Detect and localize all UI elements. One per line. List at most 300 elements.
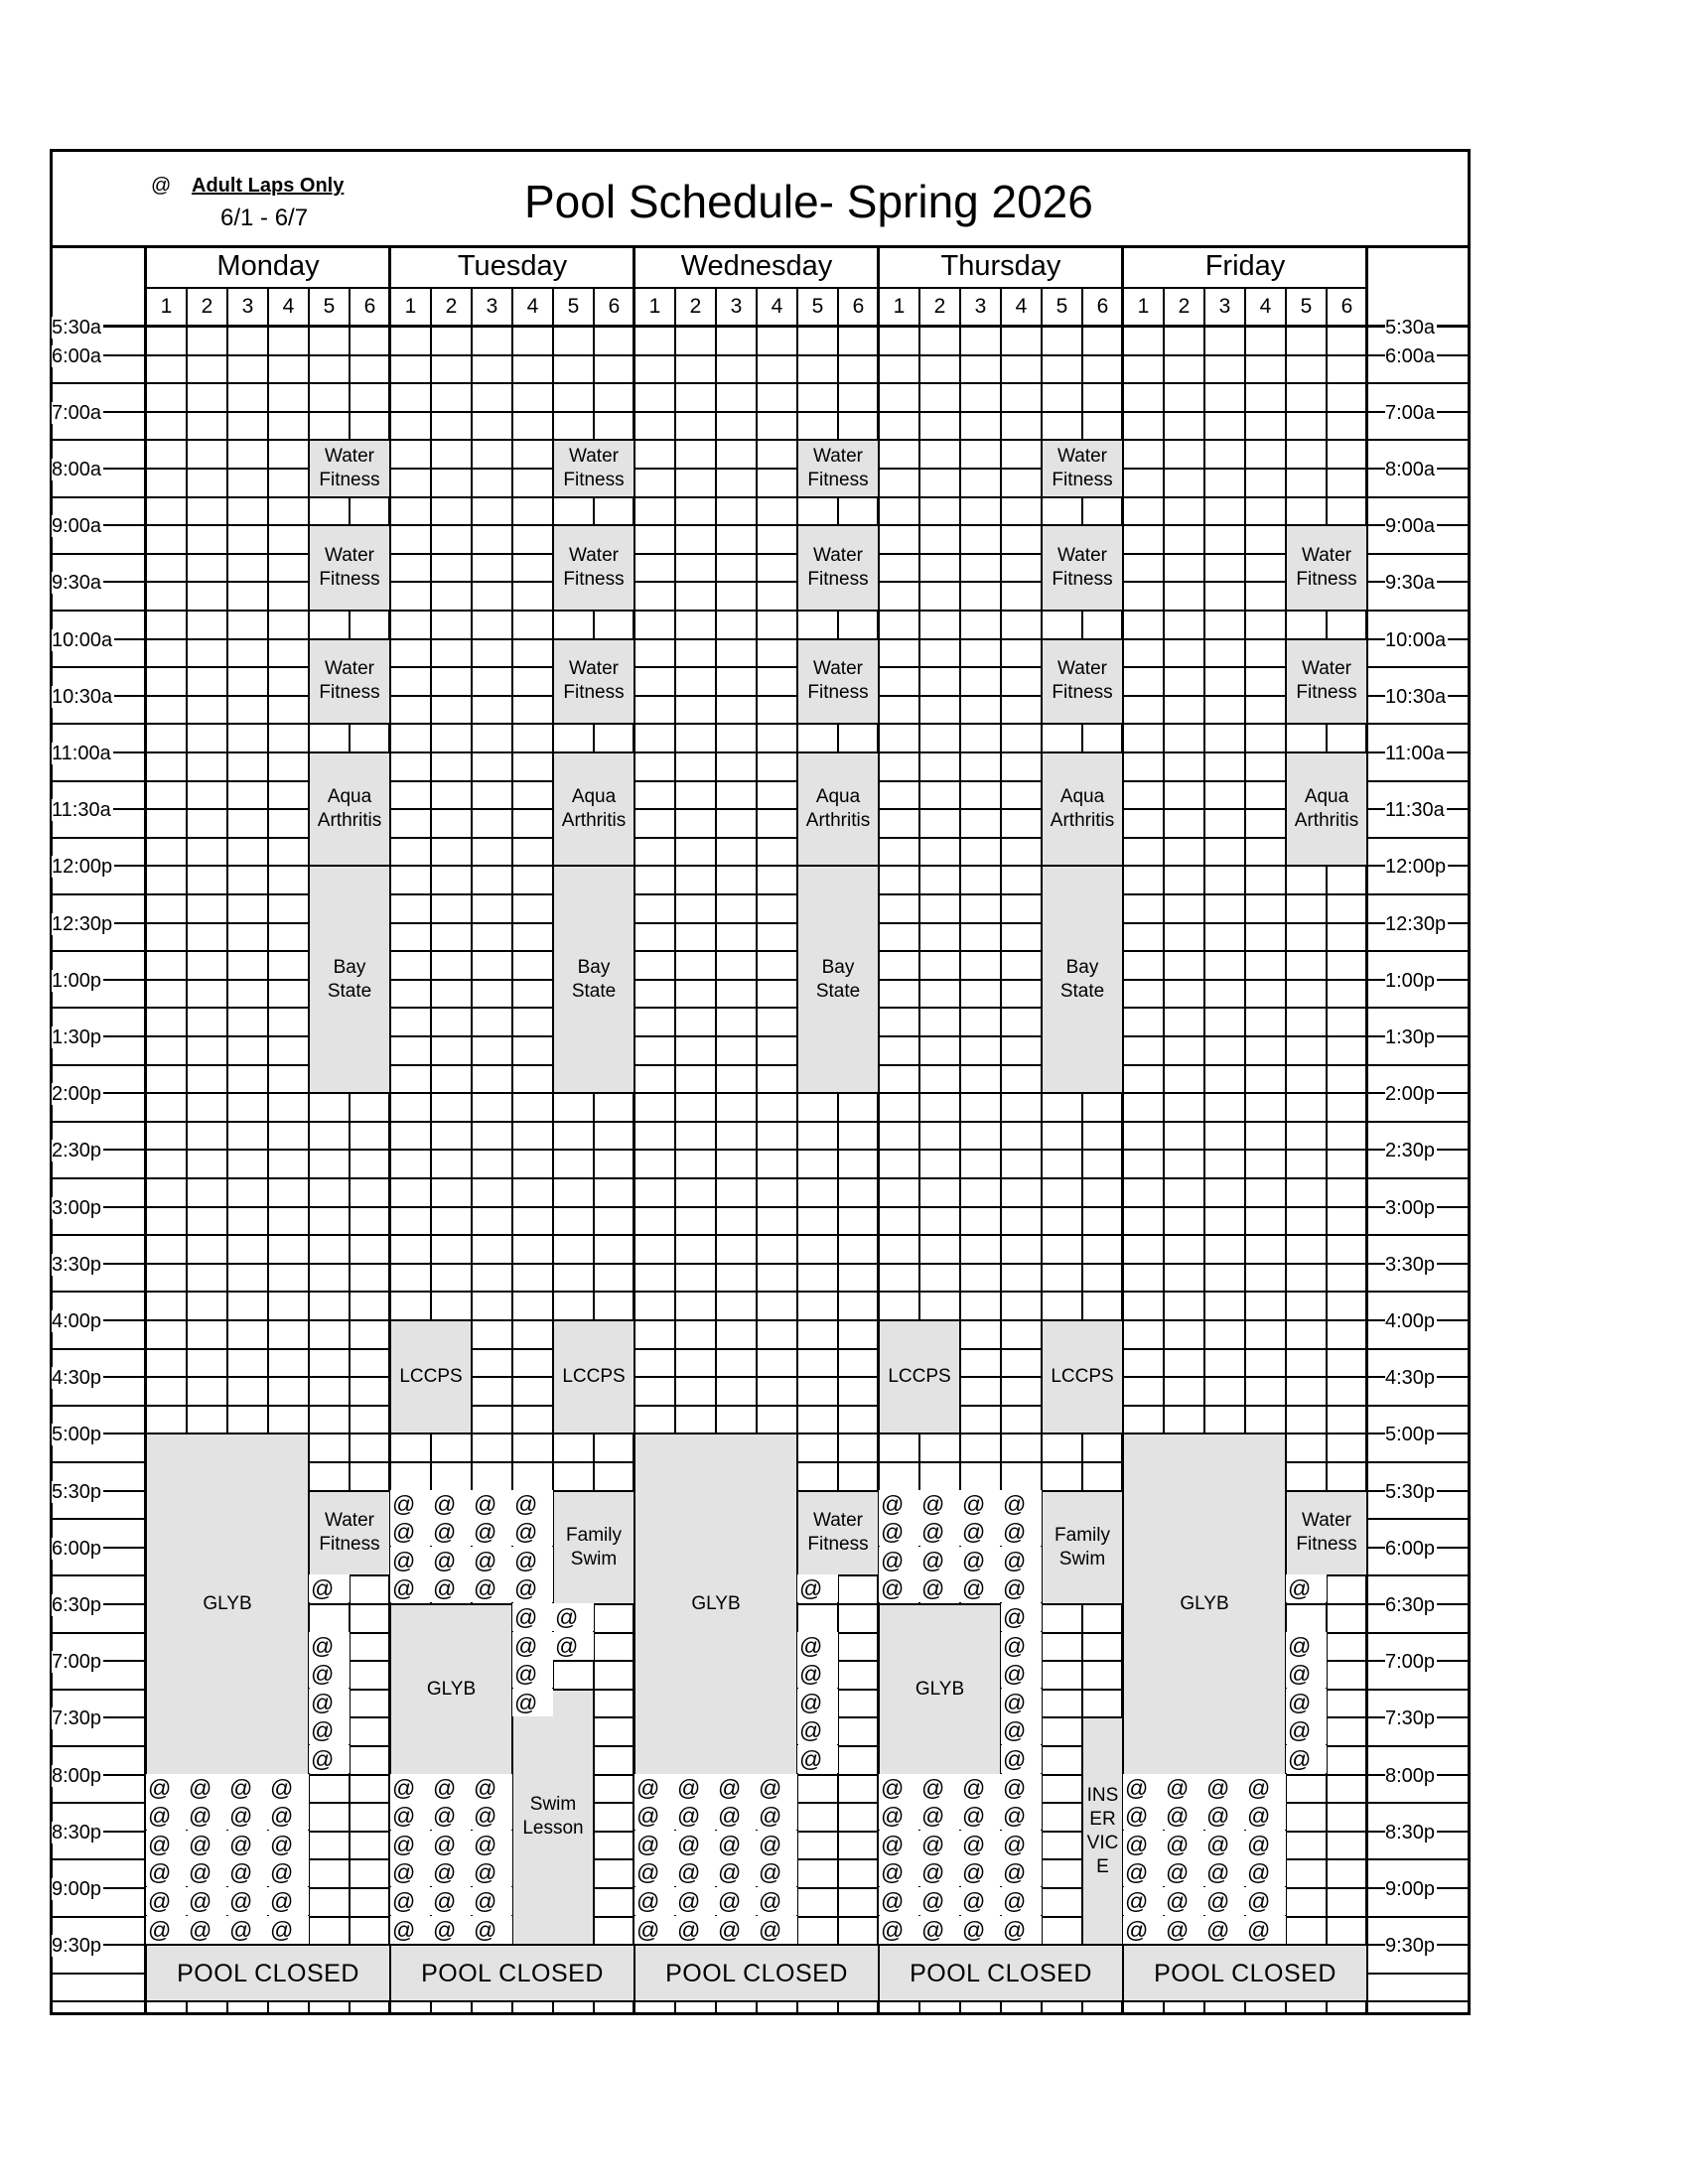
adult-laps-marker: @ [1245,1858,1286,1886]
time-label-left: 6:00a [52,344,102,367]
adult-laps-marker: @ [472,1547,512,1574]
grid-line [1365,245,1368,2015]
adult-laps-marker: @ [675,1802,716,1830]
adult-laps-marker: @ [1001,1887,1042,1915]
adult-laps-marker: @ [268,1802,309,1830]
adult-laps-marker: @ [1164,1916,1204,1944]
grid-line [50,837,1471,839]
adult-laps-marker: @ [472,1887,512,1915]
lane-number: 6 [363,295,376,318]
lane-number: 2 [201,295,213,318]
adult-laps-marker: @ [309,1689,350,1716]
grid-line [50,638,1471,640]
activity-block-water-fitness: Water Fitness [310,441,389,495]
grid-line [50,382,1471,384]
activity-block-water-fitness: Water Fitness [798,640,878,724]
grid-line [50,979,1471,981]
time-label-left: 8:00p [52,1764,102,1787]
legend-symbol: @ [151,175,172,197]
adult-laps-marker: @ [512,1574,553,1602]
adult-laps-marker: @ [1204,1887,1245,1915]
lane-number: 3 [486,295,498,318]
adult-laps-marker: @ [1164,1774,1204,1802]
activity-block-bay-state: Bay State [1043,867,1122,1092]
adult-laps-marker: @ [797,1660,838,1688]
adult-laps-marker: @ [472,1916,512,1944]
adult-laps-marker: @ [675,1916,716,1944]
activity-block-water-fitness: Water Fitness [1287,1492,1366,1575]
adult-laps-marker: @ [472,1518,512,1546]
adult-laps-marker: @ [512,1490,553,1518]
adult-laps-marker: @ [1204,1916,1245,1944]
adult-laps-marker: @ [960,1858,1001,1886]
lane-number: 2 [933,295,946,318]
adult-laps-marker: @ [1001,1547,1042,1574]
lane-number: 5 [1055,295,1068,318]
adult-laps-marker: @ [1164,1887,1204,1915]
adult-laps-marker: @ [716,1858,757,1886]
adult-laps-marker: @ [960,1547,1001,1574]
adult-laps-marker: @ [1123,1916,1164,1944]
adult-laps-marker: @ [960,1887,1001,1915]
adult-laps-marker: @ [1001,1774,1042,1802]
adult-laps-marker: @ [1001,1916,1042,1944]
time-label-left: 9:00a [52,515,102,538]
activity-block-lccps: LCCPS [880,1321,959,1433]
adult-laps-marker: @ [919,1518,960,1546]
adult-laps-marker: @ [879,1518,919,1546]
time-label-right: 3:00p [1385,1196,1436,1219]
adult-laps-marker: @ [879,1547,919,1574]
time-label-right: 12:30p [1385,912,1447,935]
time-label-left: 3:00p [52,1196,102,1219]
lane-number: 2 [445,295,458,318]
grid-line [50,780,1471,782]
adult-laps-marker: @ [757,1774,797,1802]
adult-laps-marker: @ [431,1831,472,1858]
adult-laps-marker: @ [1164,1858,1204,1886]
adult-laps-marker: @ [1001,1603,1042,1631]
time-label-left: 12:30p [52,912,113,935]
adult-laps-marker: @ [879,1490,919,1518]
activity-block-water-fitness: Water Fitness [1043,640,1122,724]
adult-laps-marker: @ [390,1574,431,1602]
activity-block-lccps: LCCPS [1043,1321,1122,1433]
adult-laps-marker: @ [716,1831,757,1858]
activity-block-glyb: GLYB [1124,1434,1285,1773]
time-label-right: 6:00p [1385,1537,1436,1560]
adult-laps-marker: @ [146,1802,187,1830]
adult-laps-marker: @ [716,1916,757,1944]
grid-line [50,245,53,2015]
adult-laps-marker: @ [227,1802,268,1830]
adult-laps-marker: @ [512,1547,553,1574]
time-label-left: 6:00p [52,1537,102,1560]
lane-number: 1 [893,295,906,318]
time-label-right: 4:00p [1385,1310,1436,1332]
grid-line [50,865,1471,867]
adult-laps-marker: @ [634,1887,675,1915]
time-label-left: 8:30p [52,1821,102,1843]
adult-laps-marker: @ [879,1774,919,1802]
adult-laps-marker: @ [919,1916,960,1944]
grid-line [50,1064,1471,1066]
adult-laps-marker: @ [309,1716,350,1744]
adult-laps-marker: @ [512,1632,553,1660]
adult-laps-marker: @ [716,1802,757,1830]
adult-laps-marker: @ [1001,1802,1042,1830]
adult-laps-marker: @ [309,1632,350,1660]
adult-laps-marker: @ [1286,1716,1327,1744]
adult-laps-marker: @ [960,1574,1001,1602]
time-label-left: 4:00p [52,1310,102,1332]
time-label-right: 8:00a [1385,459,1436,480]
adult-laps-marker: @ [390,1547,431,1574]
adult-laps-marker: @ [919,1490,960,1518]
adult-laps-marker: @ [1204,1858,1245,1886]
adult-laps-marker: @ [1001,1632,1042,1660]
adult-laps-marker: @ [390,1774,431,1802]
adult-laps-marker: @ [268,1831,309,1858]
adult-laps-marker: @ [431,1774,472,1802]
adult-laps-marker: @ [797,1716,838,1744]
activity-block-water-fitness: Water Fitness [1043,526,1122,610]
adult-laps-marker: @ [919,1774,960,1802]
grid-line [50,1177,1471,1179]
time-label-left: 7:30p [52,1707,102,1730]
adult-laps-marker: @ [1245,1916,1286,1944]
adult-laps-marker: @ [1286,1574,1327,1602]
grid-line [50,553,1471,555]
activity-block-pool-closed: POOL CLOSED [635,1946,878,2000]
time-label-right: 8:00p [1385,1764,1436,1787]
adult-laps-marker: @ [757,1831,797,1858]
lane-number: 3 [974,295,987,318]
grid-line [50,411,1471,413]
lane-number: 1 [1137,295,1150,318]
adult-laps-marker: @ [919,1831,960,1858]
adult-laps-marker: @ [431,1574,472,1602]
adult-laps-marker: @ [431,1490,472,1518]
activity-block-water-fitness: Water Fitness [310,526,389,610]
adult-laps-marker: @ [187,1802,227,1830]
activity-block-pool-closed: POOL CLOSED [1124,1946,1366,2000]
activity-block-water-fitness: Water Fitness [1287,526,1366,610]
grid-line [50,666,1471,668]
adult-laps-marker: @ [227,1887,268,1915]
grid-line [50,922,1471,924]
time-label-left: 5:30a [52,317,102,339]
adult-laps-marker: @ [146,1858,187,1886]
activity-block-pool-closed: POOL CLOSED [880,1946,1122,2000]
legend-text: Adult Laps Only [192,175,345,197]
grid-line [50,1149,1471,1151]
adult-laps-marker: @ [716,1774,757,1802]
adult-laps-marker: @ [187,1831,227,1858]
adult-laps-marker: @ [960,1490,1001,1518]
adult-laps-marker: @ [1245,1774,1286,1802]
adult-laps-marker: @ [472,1802,512,1830]
adult-laps-marker: @ [146,1916,187,1944]
adult-laps-marker: @ [1286,1660,1327,1688]
lane-number: 3 [730,295,743,318]
time-label-right: 9:00p [1385,1878,1436,1900]
grid-line [50,468,1471,470]
lane-number: 4 [771,295,783,318]
adult-laps-marker: @ [309,1660,350,1688]
grid-line [50,581,1471,583]
time-label-right: 4:30p [1385,1367,1436,1390]
adult-laps-marker: @ [1204,1831,1245,1858]
adult-laps-marker: @ [187,1916,227,1944]
adult-laps-marker: @ [879,1831,919,1858]
adult-laps-marker: @ [146,1887,187,1915]
adult-laps-marker: @ [1204,1802,1245,1830]
time-label-right: 9:00a [1385,515,1436,538]
grid-line [50,893,1471,895]
activity-block-aqua-arthritis: Aqua Arthritis [1287,753,1366,865]
adult-laps-marker: @ [227,1858,268,1886]
activity-block-water-fitness: Water Fitness [798,526,878,610]
activity-block-water-fitness: Water Fitness [798,441,878,495]
adult-laps-marker: @ [512,1518,553,1546]
time-label-right: 1:00p [1385,969,1436,992]
time-label-left: 8:00a [52,459,102,480]
adult-laps-marker: @ [268,1887,309,1915]
lane-number: 1 [404,295,417,318]
activity-block-aqua-arthritis: Aqua Arthritis [554,753,633,865]
activity-block-pool-closed: POOL CLOSED [147,1946,389,2000]
adult-laps-marker: @ [431,1858,472,1886]
time-label-left: 11:00a [52,743,111,764]
time-label-right: 1:30p [1385,1026,1436,1048]
adult-laps-marker: @ [919,1858,960,1886]
lane-number: 4 [282,295,295,318]
time-label-right: 7:00a [1385,401,1436,424]
adult-laps-marker: @ [390,1916,431,1944]
lane-number: 4 [1259,295,1272,318]
day-header-wednesday: Wednesday [680,249,833,282]
adult-laps-marker: @ [1245,1887,1286,1915]
adult-laps-marker: @ [1001,1745,1042,1773]
adult-laps-marker: @ [227,1916,268,1944]
grid-line [50,1348,1471,1350]
adult-laps-marker: @ [227,1774,268,1802]
adult-laps-marker: @ [634,1774,675,1802]
lane-number: 2 [1178,295,1191,318]
activity-block-water-fitness: Water Fitness [798,1492,878,1575]
adult-laps-marker: @ [309,1574,350,1602]
adult-laps-marker: @ [634,1831,675,1858]
date-range: 6/1 - 6/7 [220,205,309,231]
adult-laps-marker: @ [187,1887,227,1915]
time-label-right: 5:00p [1385,1424,1436,1446]
grid-line [50,1121,1471,1123]
grid-line [50,808,1471,810]
adult-laps-marker: @ [553,1603,594,1631]
time-label-left: 2:00p [52,1083,102,1106]
activity-block-aqua-arthritis: Aqua Arthritis [798,753,878,865]
adult-laps-marker: @ [1286,1632,1327,1660]
adult-laps-marker: @ [472,1774,512,1802]
adult-laps-marker: @ [187,1774,227,1802]
grid-line [50,695,1471,697]
adult-laps-marker: @ [1001,1490,1042,1518]
lane-number: 1 [160,295,173,318]
adult-laps-marker: @ [1123,1887,1164,1915]
day-header-tuesday: Tuesday [457,249,568,282]
adult-laps-marker: @ [716,1887,757,1915]
adult-laps-marker: @ [146,1831,187,1858]
lane-number: 5 [323,295,336,318]
grid-line [50,1376,1471,1378]
activity-block-bay-state: Bay State [310,867,389,1092]
adult-laps-marker: @ [960,1774,1001,1802]
activity-block-water-fitness: Water Fitness [1043,441,1122,495]
activity-block-lccps: LCCPS [554,1321,633,1433]
adult-laps-marker: @ [675,1831,716,1858]
adult-laps-marker: @ [309,1745,350,1773]
adult-laps-marker: @ [1164,1802,1204,1830]
activity-block-water-fitness: Water Fitness [554,441,633,495]
adult-laps-marker: @ [919,1802,960,1830]
adult-laps-marker: @ [797,1574,838,1602]
adult-laps-marker: @ [1286,1745,1327,1773]
time-label-left: 7:00p [52,1651,102,1674]
adult-laps-marker: @ [757,1916,797,1944]
lane-number: 4 [526,295,539,318]
time-label-left: 11:30a [52,799,111,822]
adult-laps-marker: @ [919,1574,960,1602]
activity-block-family-swim: Family Swim [1043,1492,1122,1603]
adult-laps-marker: @ [879,1916,919,1944]
time-label-right: 10:00a [1385,628,1447,651]
lane-number: 6 [1096,295,1109,318]
activity-block-water-fitness: Water Fitness [554,640,633,724]
adult-laps-marker: @ [472,1831,512,1858]
grid-line [50,1263,1471,1265]
time-label-right: 9:30p [1385,1935,1436,1958]
grid-line [50,723,1471,725]
activity-block-water-fitness: Water Fitness [310,640,389,724]
adult-laps-marker: @ [1001,1518,1042,1546]
lane-number: 4 [1015,295,1028,318]
adult-laps-marker: @ [797,1632,838,1660]
activity-block-glyb: GLYB [391,1605,511,1774]
grid-line [50,1206,1471,1208]
time-label-right: 5:30a [1385,317,1436,339]
adult-laps-marker: @ [960,1518,1001,1546]
time-label-right: 8:30p [1385,1821,1436,1843]
adult-laps-marker: @ [634,1858,675,1886]
time-label-right: 7:00p [1385,1651,1436,1674]
adult-laps-marker: @ [553,1632,594,1660]
adult-laps-marker: @ [879,1574,919,1602]
adult-laps-marker: @ [431,1518,472,1546]
time-label-left: 5:30p [52,1480,102,1503]
time-label-right: 11:00a [1385,743,1445,764]
time-label-left: 3:30p [52,1253,102,1276]
time-label-left: 1:30p [52,1026,102,1048]
time-label-left: 9:00p [52,1878,102,1900]
adult-laps-marker: @ [675,1774,716,1802]
grid-line [50,1291,1471,1293]
time-label-right: 2:00p [1385,1083,1436,1106]
activity-block-family-swim: Family Swim [554,1492,633,1603]
time-label-left: 9:30a [52,572,102,595]
adult-laps-marker: @ [472,1574,512,1602]
adult-laps-marker: @ [757,1802,797,1830]
activity-block-ins-er-vic-e: INS ER VIC E [1083,1718,1122,1944]
adult-laps-marker: @ [919,1887,960,1915]
time-label-right: 3:30p [1385,1253,1436,1276]
lane-number: 6 [852,295,865,318]
time-label-left: 10:30a [52,685,113,708]
grid-line [50,1092,1471,1094]
adult-laps-marker: @ [675,1858,716,1886]
time-label-left: 9:30p [52,1935,102,1958]
lane-number: 3 [1218,295,1231,318]
grid-line [50,1007,1471,1009]
adult-laps-marker: @ [1001,1574,1042,1602]
lane-number: 3 [241,295,254,318]
day-header-monday: Monday [216,249,320,282]
time-label-left: 1:00p [52,969,102,992]
time-label-right: 12:00p [1385,856,1447,879]
adult-laps-marker: @ [1204,1774,1245,1802]
time-label-right: 5:30p [1385,1480,1436,1503]
adult-laps-marker: @ [390,1802,431,1830]
time-label-right: 7:30p [1385,1707,1436,1730]
page-title: Pool Schedule- Spring 2026 [524,176,1093,227]
schedule-grid [50,245,1471,2015]
adult-laps-marker: @ [797,1745,838,1773]
time-label-left: 5:00p [52,1424,102,1446]
grid-line [50,1319,1471,1321]
grid-line [50,496,1471,498]
day-header-friday: Friday [1204,249,1286,282]
activity-block-glyb: GLYB [147,1434,308,1773]
lane-number: 6 [1340,295,1353,318]
adult-laps-marker: @ [227,1831,268,1858]
adult-laps-marker: @ [879,1858,919,1886]
grid-line [50,1035,1471,1037]
adult-laps-marker: @ [1001,1831,1042,1858]
adult-laps-marker: @ [634,1916,675,1944]
adult-laps-marker: @ [879,1802,919,1830]
grid-line [1468,245,1471,2015]
adult-laps-marker: @ [472,1858,512,1886]
time-label-right: 10:30a [1385,685,1447,708]
activity-block-aqua-arthritis: Aqua Arthritis [1043,753,1122,865]
grid-line [50,439,1471,441]
lane-number: 5 [1300,295,1313,318]
time-label-left: 7:00a [52,401,102,424]
grid-line [50,1405,1471,1407]
activity-block-bay-state: Bay State [798,867,878,1092]
adult-laps-marker: @ [1001,1716,1042,1744]
adult-laps-marker: @ [919,1547,960,1574]
activity-block-swim-lesson: Swim Lesson [513,1691,593,1944]
adult-laps-marker: @ [1001,1660,1042,1688]
adult-laps-marker: @ [512,1660,553,1688]
lane-number: 1 [648,295,661,318]
adult-laps-marker: @ [512,1689,553,1716]
adult-laps-marker: @ [431,1887,472,1915]
adult-laps-marker: @ [431,1547,472,1574]
adult-laps-marker: @ [431,1802,472,1830]
adult-laps-marker: @ [390,1518,431,1546]
